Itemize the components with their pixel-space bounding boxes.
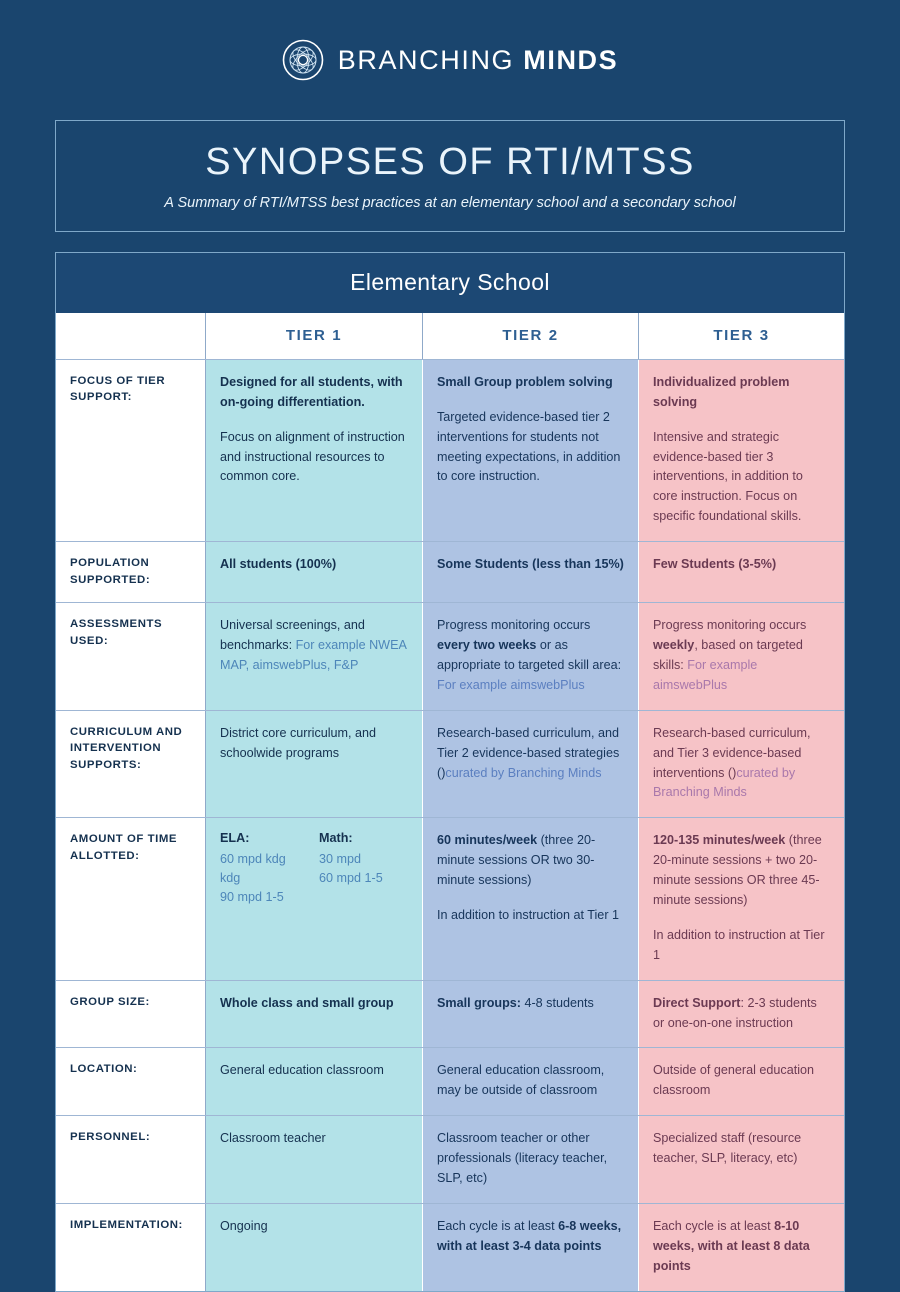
brand-name — [338, 45, 619, 76]
cell-tier3 — [639, 603, 844, 710]
cell-paragraph — [653, 1129, 830, 1169]
cell-text-plain: (three 20-minute sessions + two 20-minute sessions OR three 45-minute sessions) — [653, 833, 822, 907]
cell-text-bold: 60 minutes/week — [437, 833, 538, 848]
cell-paragraph: Targeted evidence-based tier 2 interventions for students not meeting expectations, in addition to core instruction. — [437, 409, 621, 484]
cell-tier3 — [639, 818, 844, 979]
cell-paragraph — [653, 373, 830, 413]
cell-tier1 — [206, 1048, 423, 1115]
cell-text-bold: Small groups: — [437, 995, 521, 1010]
subject-heading: ELA: — [220, 831, 250, 846]
cell-text-plain: or as appropriate to targeted skill area: — [437, 638, 622, 672]
brand-name-light: BRANCHING — [337, 44, 515, 75]
subject-heading: Math: — [319, 831, 353, 846]
cell-paragraph — [220, 373, 408, 413]
row-label: ASSESSMENTS USED: — [56, 603, 206, 710]
cell-tier2 — [423, 1204, 639, 1291]
cell-paragraph — [653, 724, 830, 804]
cell-tier1 — [206, 360, 423, 541]
cell-tier3 — [639, 1116, 844, 1203]
school-band-title: Elementary School — [56, 253, 844, 313]
cell-tier2 — [423, 981, 639, 1048]
subject-columns — [220, 831, 408, 907]
cell-tier1 — [206, 542, 423, 602]
row-label: PERSONNEL: — [56, 1116, 206, 1203]
cell-tier1 — [206, 1204, 423, 1291]
table-row — [56, 360, 844, 542]
cell-text-plain: Classroom teacher — [220, 1131, 326, 1146]
cell-paragraph: In addition to instruction at Tier 1 — [437, 907, 620, 922]
cell-text-accent: For example aimswebPlus — [653, 657, 758, 692]
cell-paragraph: Focus on alignment of instruction and instructional resources to common core. — [220, 429, 405, 484]
cell-paragraph — [437, 616, 624, 696]
cell-paragraph — [653, 1217, 830, 1277]
cell-text-plain: Outside of general education classroom — [653, 1063, 815, 1098]
cell-paragraph — [437, 555, 624, 575]
table-row — [56, 711, 844, 819]
cell-text-plain: General education classroom — [220, 1063, 384, 1078]
cell-text-bold: every two weeks — [437, 638, 537, 653]
cell-text-plain: Each cycle is at least — [437, 1218, 559, 1233]
cell-text-plain: Specialized staff (resource teacher, SLP, literacy, etc) — [653, 1131, 802, 1166]
table-row — [56, 603, 844, 711]
cell-tier1 — [206, 818, 423, 979]
row-label: LOCATION: — [56, 1048, 206, 1115]
cell-paragraph: Intensive and strategic evidence-based tier 3 interventions, in addition to core instruction. Focus on specific foundational skills. — [653, 429, 803, 524]
cell-paragraph — [220, 994, 408, 1014]
cell-text-plain: , based on targeted skills: — [653, 638, 803, 672]
row-label: CURRICULUM AND INTERVENTION SUPPORTS: — [56, 711, 206, 818]
cell-text-plain: : 2-3 students or one-on-one instruction — [653, 995, 817, 1030]
header-cell-tier3: TIER 3 — [639, 313, 844, 359]
cell-tier3 — [639, 1204, 844, 1291]
cell-tier3 — [639, 1048, 844, 1115]
cell-paragraph — [653, 1061, 830, 1101]
table-row — [56, 981, 844, 1049]
cell-text-bold: 120-135 minutes/week — [653, 833, 786, 848]
cell-text-plain: ) — [441, 765, 446, 780]
page-subtitle: A Summary of RTI/MTSS best practices at an elementary school and a secondary school — [164, 194, 736, 211]
row-label: GROUP SIZE: — [56, 981, 206, 1048]
cell-paragraph — [220, 1217, 408, 1237]
row-label: AMOUNT OF TIME ALLOTTED: — [56, 818, 206, 979]
cell-text-plain: 4-8 students — [520, 995, 594, 1010]
header-cell-blank — [56, 313, 206, 359]
table-row — [56, 1048, 844, 1116]
cell-text-bold: 8-10 weeks, with at least 8 data points — [653, 1218, 810, 1273]
row-label: FOCUS OF TIER SUPPORT: — [56, 360, 206, 541]
cell-tier3 — [639, 981, 844, 1048]
cell-tier2 — [423, 1048, 639, 1115]
cell-tier2 — [423, 360, 639, 541]
cell-paragraph — [653, 831, 830, 911]
cell-text-plain: General education classroom, may be outside of classroom — [437, 1063, 605, 1098]
cell-text-bold: Some Students (less than 15%) — [437, 557, 624, 572]
cell-text-plain: Research-based curriculum, and Tier 3 evidence-based interventions ( — [653, 725, 811, 780]
cell-text-plain: District core curriculum, and schoolwide programs — [220, 725, 377, 760]
cell-tier2 — [423, 711, 639, 818]
cell-text-accent: For example NWEA MAP, aimswebPlus, F&P — [220, 638, 407, 672]
subject-column — [319, 831, 408, 907]
cell-text-bold: Direct Support — [653, 995, 741, 1010]
table-row — [56, 1204, 844, 1291]
cell-text-bold: Whole class and small group — [220, 995, 394, 1010]
cell-paragraph — [653, 555, 830, 575]
subject-column — [220, 831, 309, 907]
cell-paragraph — [220, 724, 408, 764]
cell-text-bold: Few Students (3-5%) — [653, 557, 777, 572]
cell-tier3 — [639, 711, 844, 818]
cell-paragraph — [437, 373, 624, 393]
subject-line: 30 mpd — [319, 852, 362, 867]
cell-text-plain: Classroom teacher or other professionals (literacy teacher, SLP, etc) — [437, 1131, 608, 1185]
cell-paragraph — [653, 994, 830, 1034]
table-row — [56, 1116, 844, 1204]
cell-text-bold: weekly — [653, 638, 695, 653]
cell-tier2 — [423, 818, 639, 979]
cell-paragraph: In addition to instruction at Tier 1 — [653, 927, 825, 962]
cell-paragraph — [220, 1129, 408, 1149]
cell-text-plain: (three 20-minute sessions OR two 30-minute sessions) — [437, 833, 596, 888]
cell-paragraph — [220, 555, 408, 575]
cell-tier2 — [423, 542, 639, 602]
cell-text-plain: Each cycle is at least — [653, 1218, 775, 1233]
row-label: POPULATION SUPPORTED: — [56, 542, 206, 602]
cell-paragraph — [220, 1061, 408, 1081]
cell-tier1 — [206, 711, 423, 818]
cell-paragraph — [437, 1061, 624, 1101]
cell-text-bold: 6-8 weeks, with at least 3-4 data points — [437, 1218, 622, 1253]
cell-paragraph — [437, 994, 624, 1014]
cell-paragraph — [437, 1129, 624, 1189]
brand-header — [0, 0, 900, 120]
cell-tier1 — [206, 981, 423, 1048]
cell-text-plain: Universal screenings, and benchmarks: — [220, 618, 365, 653]
brand-name-bold: MINDS — [523, 44, 619, 75]
table-row — [56, 818, 844, 980]
branching-minds-logo-icon — [282, 39, 324, 81]
header-cell-tier1: TIER 1 — [206, 313, 423, 359]
cell-paragraph — [437, 724, 624, 784]
table-header-row — [56, 313, 844, 360]
subject-line: 60 mpd kdg kdg — [220, 852, 286, 886]
row-label: IMPLEMENTATION: — [56, 1204, 206, 1291]
cell-text-accent: curated by Branching Minds — [653, 765, 796, 800]
cell-text-bold: Small Group problem solving — [437, 374, 613, 389]
cell-tier1 — [206, 1116, 423, 1203]
cell-text-bold: All students (100%) — [220, 557, 337, 572]
cell-text-plain: ) — [732, 765, 737, 780]
header-cell-tier2: TIER 2 — [423, 313, 639, 359]
table-row — [56, 542, 844, 603]
cell-tier2 — [423, 1116, 639, 1203]
subject-line: 60 mpd 1-5 — [319, 871, 383, 886]
cell-text-plain: Ongoing — [220, 1218, 268, 1233]
cell-text-accent: For example aimswebPlus — [437, 677, 585, 692]
page-title: SYNOPSES OF RTI/MTSS — [205, 141, 695, 183]
cell-tier3 — [639, 360, 844, 541]
cell-paragraph — [437, 831, 624, 891]
cell-text-plain: Progress monitoring occurs — [653, 618, 807, 633]
cell-text-bold: Designed for all students, with on-going differentiation. — [220, 374, 403, 409]
subject-line: 90 mpd 1-5 — [220, 890, 284, 905]
cell-paragraph — [653, 616, 830, 696]
table-body — [56, 360, 844, 1291]
cell-paragraph — [437, 1217, 624, 1257]
cell-text-plain: Progress monitoring occurs — [437, 618, 591, 633]
cell-text-bold: Individualized problem solving — [653, 374, 790, 409]
cell-tier1 — [206, 603, 423, 710]
cell-tier2 — [423, 603, 639, 710]
title-card — [55, 120, 845, 232]
cell-text-accent: curated by Branching Minds — [445, 765, 602, 780]
cell-paragraph — [220, 616, 408, 676]
cell-text-plain: Research-based curriculum, and Tier 2 evidence-based strategies ( — [437, 725, 620, 780]
cell-tier3 — [639, 542, 844, 602]
synopsis-table — [55, 252, 845, 1292]
